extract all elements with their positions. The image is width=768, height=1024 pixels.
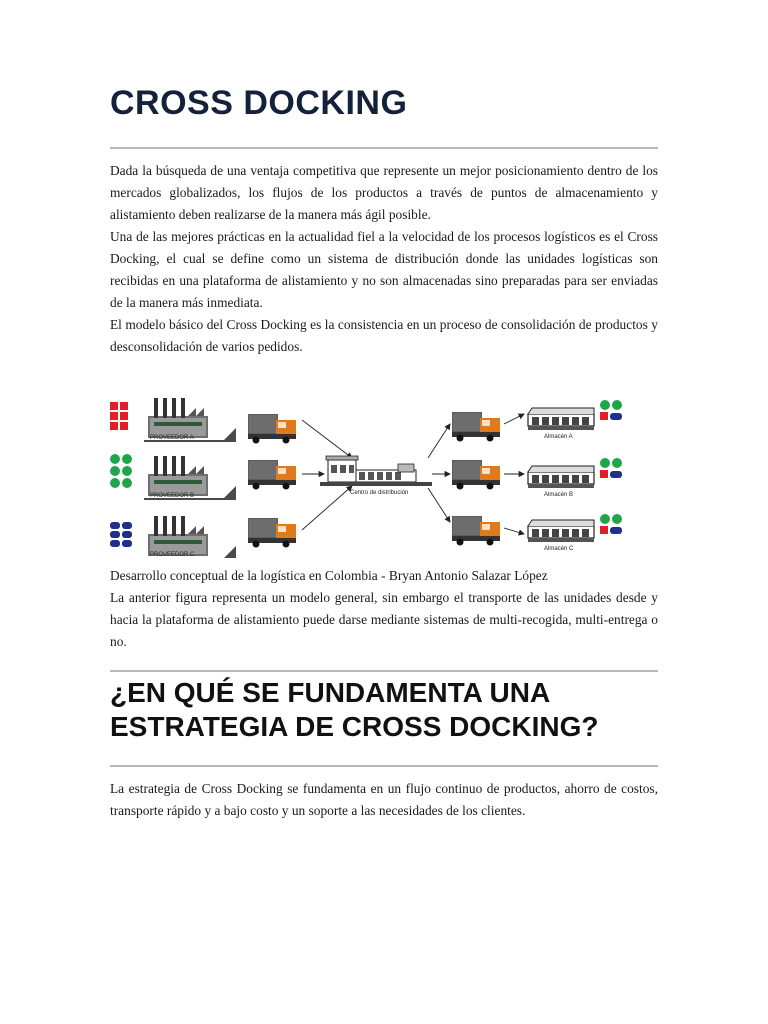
divider — [110, 765, 658, 767]
after-figure-paragraph: La anterior figura representa un modelo general, sin embargo el transporte de las unidades desde y hacia la plataforma de alistamiento puede darse mediante sistemas de multi-recogida, multi-entrega o no. — [110, 590, 658, 649]
intro-paragraph-3: El modelo básico del Cross Docking es la consistencia en un proceso de consolidación de productos y desconsolidación de varios pedidos. — [110, 317, 658, 354]
cross-docking-diagram — [106, 390, 646, 558]
distribution-center-icon — [320, 456, 432, 486]
supplier-label: PROVEEDOR C — [150, 552, 195, 558]
supplier-label: PROVEEDOR B — [150, 493, 195, 499]
red-boxes-icon — [110, 402, 128, 430]
truck-icon — [452, 516, 500, 546]
blue-units-icon — [110, 522, 132, 547]
warehouse-label: Almacén B — [544, 492, 574, 498]
mixed-units-icon — [600, 458, 622, 478]
truck-icon — [452, 460, 500, 490]
warehouse-icon — [528, 466, 594, 488]
truck-icon — [248, 414, 296, 444]
divider — [110, 670, 658, 672]
truck-icon — [248, 518, 296, 548]
divider — [110, 147, 658, 149]
section-paragraph: La estrategia de Cross Docking se fundamenta en un flujo continuo de productos, ahorro de costos, transporte rápido y a bajo costo y un soporte a las necesidades de los clientes. — [110, 781, 658, 818]
supplier-label: PROVEEDOR A — [150, 435, 194, 441]
section-heading: ¿EN QUÉ SE FUNDAMENTA UNA ESTRATEGIA DE CROSS DOCKING? — [110, 677, 599, 742]
center-label: Centro de distribución — [350, 490, 409, 496]
truck-icon — [248, 460, 296, 490]
warehouse-label: Almacén C — [544, 546, 574, 552]
figure-caption: Desarrollo conceptual de la logística en Colombia - Bryan Antonio Salazar López — [110, 568, 548, 583]
warehouse-label: Almacén A — [544, 434, 573, 440]
mixed-units-icon — [600, 514, 622, 534]
warehouse-icon — [528, 408, 594, 430]
green-units-icon — [110, 454, 132, 488]
intro-paragraph-1: Dada la búsqueda de una ventaja competitiva que represente un mejor posicionamiento dentro de los mercados globalizados, los flujos de los productos a través de puntos de almacenamiento y alistamiento deben realizarse de la manera más ágil posible. — [110, 163, 658, 222]
truck-icon — [452, 412, 500, 442]
mixed-units-icon — [600, 400, 622, 420]
intro-paragraph-2: Una de las mejores prácticas en la actualidad fiel a la velocidad de los procesos logísticos es el Cross Docking, el cual se define como un sistema de distribución donde las unidades logísticas son recibidas en una plataforma de alistamiento y no son almacenadas sino preparadas para ser enviadas de la manera más inmediata. — [110, 229, 658, 310]
page-title: CROSS DOCKING — [110, 84, 408, 122]
warehouse-icon — [528, 520, 594, 542]
